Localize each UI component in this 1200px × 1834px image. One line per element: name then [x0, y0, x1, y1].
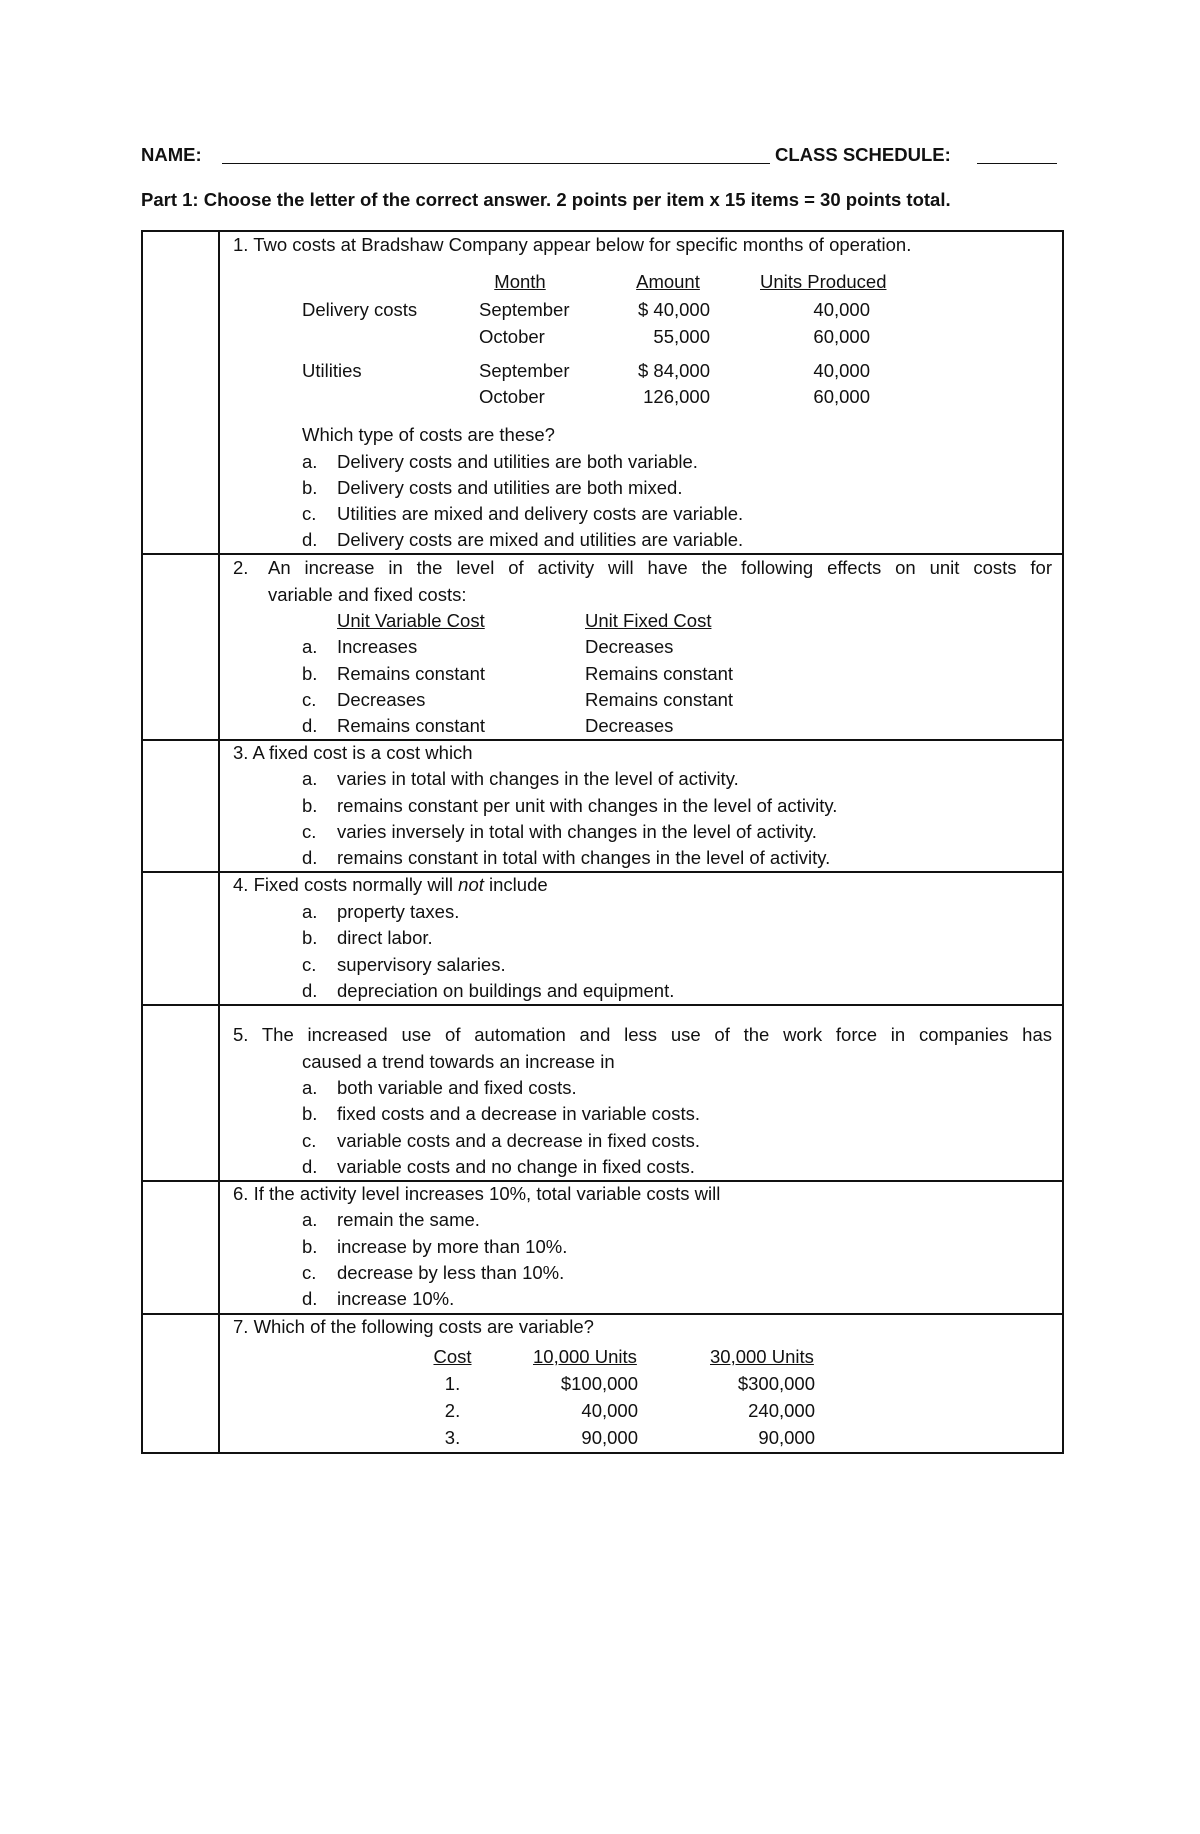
units-cell: 40,000: [813, 360, 870, 381]
option-text: increase by more than 10%.: [337, 1236, 568, 1257]
option-text: remains constant per unit with changes in the level of activity.: [337, 795, 838, 816]
row-line: [141, 871, 1063, 873]
option-fixed: Decreases: [585, 715, 674, 736]
option-letter: b.: [302, 663, 318, 684]
option-text: Delivery costs and utilities are both variable.: [337, 451, 698, 472]
option-letter: c.: [302, 503, 317, 524]
answer-cell-6[interactable]: [143, 1182, 217, 1312]
option-letter: b.: [302, 1236, 318, 1257]
answer-cell-2[interactable]: [143, 555, 217, 738]
option-letter: c.: [302, 1130, 317, 1151]
option-text: fixed costs and a decrease in variable costs.: [337, 1103, 700, 1124]
option-text: remains constant in total with changes in the level of activity.: [337, 847, 831, 868]
schedule-field-line[interactable]: [977, 163, 1057, 164]
name-label: NAME:: [141, 144, 202, 165]
option-letter: d.: [302, 715, 318, 736]
units-30k-cell: $300,000: [737, 1373, 815, 1394]
row-line: [141, 739, 1063, 741]
option-fixed: Remains constant: [585, 689, 734, 710]
option-fixed: Remains constant: [585, 663, 734, 684]
amount-cell: 126,000: [643, 386, 710, 407]
option-fixed: Decreases: [585, 636, 674, 657]
sub-question: Which type of costs are these?: [302, 424, 555, 445]
column-header-10k: 10,000 Units: [533, 1346, 637, 1367]
answer-cell-7[interactable]: [143, 1315, 217, 1451]
units-10k-cell: $100,000: [560, 1373, 638, 1394]
units-30k-cell: 90,000: [758, 1427, 815, 1448]
row-line: [141, 1004, 1063, 1006]
option-variable: Remains constant: [337, 715, 486, 736]
cost-number: 2.: [444, 1400, 461, 1421]
units-30k-cell: 240,000: [748, 1400, 815, 1421]
option-letter: b.: [302, 927, 318, 948]
month-cell: September: [479, 299, 570, 320]
option-text: variable costs and no change in fixed costs.: [337, 1156, 695, 1177]
question-stem: 1. Two costs at Bradshaw Company appear below for specific months of operation.: [233, 234, 912, 255]
option-text: direct labor.: [337, 927, 433, 948]
question-stem: 3. A fixed cost is a cost which: [233, 742, 473, 763]
option-text: decrease by less than 10%.: [337, 1262, 565, 1283]
units-10k-cell: 90,000: [581, 1427, 638, 1448]
stem-emphasis: not: [458, 874, 484, 895]
column-header-cost: Cost: [433, 1346, 472, 1367]
column-header-variable: Unit Variable Cost: [337, 610, 485, 631]
table-border-right: [1062, 230, 1064, 1454]
amount-cell: $ 40,000: [637, 299, 710, 320]
answer-cell-1[interactable]: [143, 232, 217, 552]
column-header-fixed: Unit Fixed Cost: [585, 610, 712, 631]
question-stem: 5. The increased use of automation and less use of the work force in companies has: [233, 1024, 1052, 1045]
option-variable: Increases: [337, 636, 418, 657]
question-stem-cont: variable and fixed costs:: [268, 584, 467, 605]
table-column-divider: [218, 230, 220, 1454]
cost-number: 1.: [444, 1373, 461, 1394]
month-cell: September: [479, 360, 570, 381]
option-text: increase 10%.: [337, 1288, 455, 1309]
option-letter: d.: [302, 980, 318, 1001]
option-letter: c.: [302, 954, 317, 975]
column-header-30k: 30,000 Units: [710, 1346, 814, 1367]
cost-number: 3.: [444, 1427, 461, 1448]
option-text: supervisory salaries.: [337, 954, 506, 975]
column-header-month: Month: [494, 271, 546, 292]
option-letter: a.: [302, 1209, 318, 1230]
option-text: depreciation on buildings and equipment.: [337, 980, 675, 1001]
option-letter: c.: [302, 1262, 317, 1283]
option-letter: a.: [302, 901, 318, 922]
option-letter: a.: [302, 636, 318, 657]
option-text: both variable and fixed costs.: [337, 1077, 577, 1098]
option-letter: c.: [302, 821, 317, 842]
option-text: variable costs and a decrease in fixed costs.: [337, 1130, 700, 1151]
amount-cell: 55,000: [653, 326, 710, 347]
question-stem-cont: caused a trend towards an increase in: [302, 1051, 615, 1072]
option-text: varies inversely in total with changes in the level of activity.: [337, 821, 817, 842]
option-text: Delivery costs are mixed and utilities are variable.: [337, 529, 744, 550]
row-line: [141, 1313, 1063, 1315]
units-cell: 60,000: [813, 326, 870, 347]
column-header-amount: Amount: [636, 271, 700, 292]
question-number: 2.: [233, 557, 249, 578]
option-letter: c.: [302, 689, 317, 710]
stem-text: include: [483, 874, 548, 895]
option-letter: d.: [302, 529, 318, 550]
question-stem: [233, 874, 548, 896]
option-letter: b.: [302, 1103, 318, 1124]
name-field-line[interactable]: [222, 163, 770, 164]
answer-cell-5[interactable]: [143, 1006, 217, 1179]
option-text: property taxes.: [337, 901, 460, 922]
option-text: remain the same.: [337, 1209, 480, 1230]
row-line: [141, 1180, 1063, 1182]
units-cell: 60,000: [813, 386, 870, 407]
cost-label: Delivery costs: [302, 299, 418, 320]
row-line: [141, 230, 1063, 232]
amount-cell: $ 84,000: [637, 360, 710, 381]
option-letter: d.: [302, 1156, 318, 1177]
option-letter: a.: [302, 768, 318, 789]
schedule-label: CLASS SCHEDULE:: [775, 144, 951, 165]
option-letter: a.: [302, 451, 318, 472]
option-letter: d.: [302, 847, 318, 868]
option-text: varies in total with changes in the level of activity.: [337, 768, 739, 789]
option-variable: Remains constant: [337, 663, 486, 684]
option-letter: b.: [302, 795, 318, 816]
option-text: Delivery costs and utilities are both mixed.: [337, 477, 683, 498]
answer-cell-3[interactable]: [143, 741, 217, 870]
option-variable: Decreases: [337, 689, 426, 710]
instructions: Part 1: Choose the letter of the correct answer. 2 points per item x 15 items = 30 points total.: [141, 189, 951, 210]
question-stem: An increase in the level of activity will have the following effects on unit costs for: [268, 557, 1052, 578]
stem-text: 4. Fixed costs normally will: [233, 874, 459, 895]
month-cell: October: [479, 386, 545, 407]
row-line: [141, 553, 1063, 555]
column-header-units: Units Produced: [760, 271, 887, 292]
option-text: Utilities are mixed and delivery costs are variable.: [337, 503, 744, 524]
question-stem: 7. Which of the following costs are variable?: [233, 1316, 594, 1337]
units-cell: 40,000: [813, 299, 870, 320]
cost-label: Utilities: [302, 360, 362, 381]
option-letter: b.: [302, 477, 318, 498]
answer-cell-4[interactable]: [143, 873, 217, 1003]
question-stem: 6. If the activity level increases 10%, total variable costs will: [233, 1183, 721, 1204]
option-letter: d.: [302, 1288, 318, 1309]
row-line: [141, 1452, 1063, 1454]
month-cell: October: [479, 326, 545, 347]
units-10k-cell: 40,000: [581, 1400, 638, 1421]
option-letter: a.: [302, 1077, 318, 1098]
